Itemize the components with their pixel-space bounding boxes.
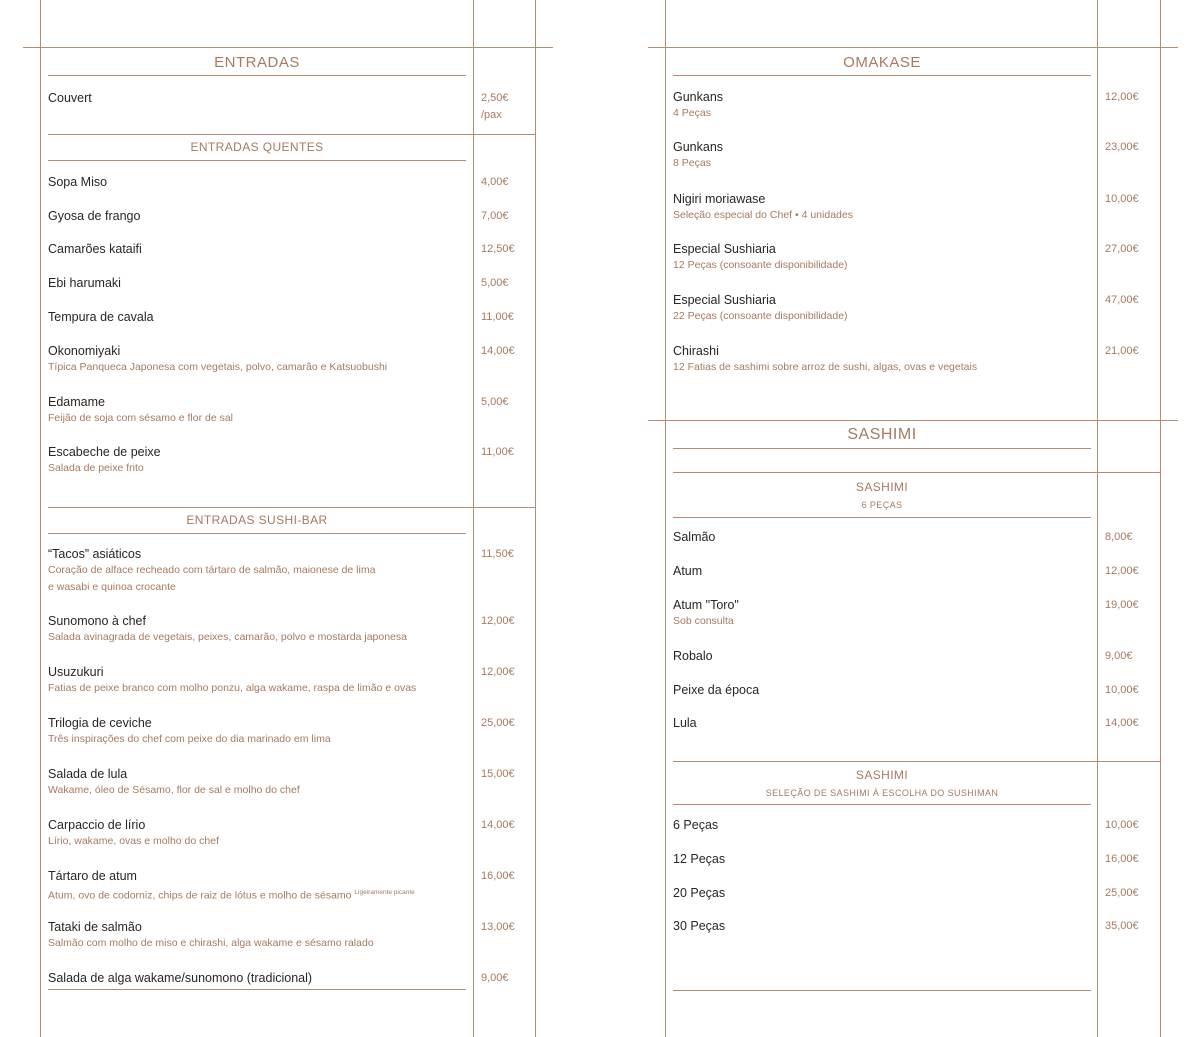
menu-item	[673, 139, 723, 172]
item-price: 9,00€	[1105, 650, 1133, 662]
sashimi-group1-title: SASHIMI	[855, 480, 909, 494]
item-description: Coração de alface recheado com tártaro de salmão, maionese de lima	[48, 564, 376, 576]
item-description: Feijão de soja com sésamo e flor de sal	[48, 412, 234, 424]
item-name: 20 Peças	[673, 886, 726, 900]
item-name: Atum "Toro"	[673, 598, 739, 612]
menu-item	[48, 715, 331, 748]
item-price: 11,00€	[481, 446, 514, 458]
subsection-title-quentes: ENTRADAS QUENTES	[190, 140, 324, 154]
sashimi-group2-underline	[673, 804, 1091, 805]
left-price-rule	[473, 0, 474, 1037]
item-name: 12 Peças	[673, 852, 726, 866]
item-name: Usuzukuri	[48, 665, 104, 679]
item-price: 5,00€	[481, 277, 509, 289]
menu-item	[48, 613, 407, 646]
menu-item	[48, 546, 375, 596]
item-price: 23,00€	[1105, 141, 1139, 153]
menu-item	[48, 174, 107, 190]
menu-item	[673, 343, 977, 376]
item-description: Sob consulta	[673, 615, 734, 627]
item-price: 19,00€	[1105, 599, 1139, 611]
item-price: 4,00€	[481, 176, 509, 188]
menu-item	[673, 563, 702, 579]
menu-item	[48, 394, 233, 427]
sushibar-underline	[48, 533, 466, 534]
right-edge-rule	[1160, 0, 1161, 1037]
item-name: Gunkans	[673, 90, 724, 104]
item-price: 8,00€	[1105, 531, 1133, 543]
item-name: Gunkans	[673, 140, 724, 154]
sashimi-group1-underline	[673, 517, 1091, 518]
sashimi-group1-subtitle: 6 PEÇAS	[861, 500, 903, 510]
item-description: Atum, ovo de codorniz, chips de raiz de lótus e molho de sésamo $^{Ligeiramente picante}$	[48, 889, 415, 902]
item-description: 12 Peças (consoante disponibilidade)	[673, 259, 848, 271]
item-note: Ligeiramente picante	[354, 889, 415, 896]
left-top-rule	[23, 47, 553, 48]
right-top-rule	[648, 47, 1178, 48]
item-description-line2: e wasabi e quinoa crocante	[48, 581, 176, 593]
menu-item	[48, 664, 416, 697]
menu-item-couvert	[48, 90, 92, 106]
section-title-entradas: ENTRADAS	[214, 54, 300, 71]
menu-item	[673, 851, 725, 867]
item-price: 10,00€	[1105, 819, 1139, 831]
sashimi-group2-top-rule	[673, 761, 1160, 762]
item-price: 5,00€	[481, 396, 509, 408]
menu-item	[48, 275, 121, 291]
item-name: Couvert	[48, 91, 92, 105]
item-name: Tártaro de atum	[48, 869, 137, 883]
item-price: 9,00€	[481, 972, 509, 984]
item-description: Salada de peixe frito	[48, 462, 144, 474]
right-price-rule	[1097, 0, 1098, 1037]
item-name: 30 Peças	[673, 919, 726, 933]
item-name: Especial Sushiaria	[673, 293, 776, 307]
menu-item	[673, 191, 853, 224]
section-title-omakase: OMAKASE	[843, 54, 921, 71]
item-name: Sopa Miso	[48, 175, 108, 189]
sashimi-group2-title: SASHIMI	[855, 768, 909, 782]
price-couvert: 2,50€ /pax	[481, 92, 509, 121]
item-description: Fatias de peixe branco com molho ponzu, alga wakame, raspa de limão e ovas	[48, 682, 417, 694]
menu-item	[48, 444, 161, 477]
left-margin-rule	[40, 0, 41, 1037]
item-name: Lula	[673, 716, 697, 730]
item-name: Camarões kataifi	[48, 242, 142, 256]
item-price: 14,00€	[481, 345, 515, 357]
menu-item	[48, 766, 300, 799]
item-price: 16,00€	[481, 870, 515, 882]
menu-item	[673, 885, 725, 901]
item-price: 7,00€	[481, 210, 509, 222]
item-price: 10,00€	[1105, 684, 1139, 696]
item-name: Sunomono à chef	[48, 614, 146, 628]
item-price: 25,00€	[1105, 887, 1139, 899]
item-price: 12,00€	[1105, 565, 1139, 577]
menu-item	[48, 309, 154, 325]
item-price: 13,00€	[481, 921, 515, 933]
item-price: 14,00€	[1105, 717, 1139, 729]
item-name: Edamame	[48, 395, 105, 409]
sashimi-group1-top-rule	[673, 472, 1160, 473]
item-price: 10,00€	[1105, 193, 1139, 205]
item-name: Chirashi	[673, 344, 719, 358]
menu-item	[48, 241, 142, 257]
item-name: 6 Peças	[673, 818, 719, 832]
item-name: Trilogia de ceviche	[48, 716, 152, 730]
menu-item	[48, 208, 140, 224]
item-price: 47,00€	[1105, 294, 1139, 306]
item-price: 11,00€	[481, 311, 514, 323]
menu-item	[673, 715, 697, 731]
menu-item	[48, 970, 312, 986]
left-edge-rule	[535, 0, 536, 1037]
item-price: 25,00€	[481, 717, 515, 729]
menu-item	[673, 529, 715, 545]
item-price: 14,00€	[481, 819, 515, 831]
item-name: Escabeche de peixe	[48, 445, 161, 459]
subsection-title-sushibar: ENTRADAS SUSHI-BAR	[186, 513, 328, 527]
menu-item	[673, 817, 718, 833]
item-description: Salmão com molho de miso e chirashi, alga wakame e sésamo ralado	[48, 937, 374, 949]
omakase-title-underline	[673, 75, 1091, 76]
item-name: Salmão	[673, 530, 716, 544]
item-name: Gyosa de frango	[48, 209, 141, 223]
item-name: Especial Sushiaria	[673, 242, 776, 256]
sashimi-section-rule	[648, 420, 1178, 421]
item-price: 12,50€	[481, 243, 515, 255]
menu-item	[673, 682, 759, 698]
item-name: Carpaccio de lírio	[48, 818, 146, 832]
item-description: Lírio, wakame, ovas e molho do chef	[48, 835, 220, 847]
item-description: 22 Peças (consoante disponibilidade)	[673, 310, 848, 322]
menu-item	[48, 817, 219, 850]
menu-item	[673, 241, 848, 274]
item-price: 35,00€	[1105, 920, 1139, 932]
menu-item	[48, 343, 387, 376]
item-name: Peixe da época	[673, 683, 760, 697]
right-bottom-rule	[673, 990, 1091, 991]
quentes-underline	[48, 160, 466, 161]
menu-item	[673, 597, 739, 630]
item-name: Salada de alga wakame/sunomono (tradicional)	[48, 971, 313, 985]
entradas-title-underline	[48, 75, 466, 76]
item-description: 8 Peças	[673, 157, 711, 169]
menu-item	[673, 292, 848, 325]
menu-item	[48, 919, 374, 952]
menu-item	[673, 918, 725, 934]
sashimi-group2-subtitle: SELEÇÃO DE SASHIMI À ESCOLHA DO SUSHIMAN	[765, 788, 999, 798]
quentes-top-rule	[48, 134, 535, 135]
item-name: Okonomiyaki	[48, 344, 121, 358]
item-name: Atum	[673, 564, 703, 578]
item-price: 15,00€	[481, 768, 515, 780]
item-name: Robalo	[673, 649, 713, 663]
item-name: Tataki de salmão	[48, 920, 142, 934]
item-price: 11,50€	[481, 548, 514, 560]
item-description: Típica Panqueca Japonesa com vegetais, polvo, camarão e Katsuobushi	[48, 361, 388, 373]
item-price: 12,00€	[481, 615, 515, 627]
item-description: Seleção especial do Chef • 4 unidades	[673, 209, 853, 221]
left-bottom-rule	[48, 989, 466, 990]
sushibar-top-rule	[48, 507, 535, 508]
item-description: 4 Peças	[673, 107, 711, 119]
sashimi-title-underline	[673, 448, 1091, 449]
section-title-sashimi: SASHIMI	[847, 426, 917, 443]
item-price: 27,00€	[1105, 243, 1139, 255]
menu-item	[48, 868, 415, 905]
item-name: Ebi harumaki	[48, 276, 121, 290]
item-price: 21,00€	[1105, 345, 1139, 357]
item-price: 16,00€	[1105, 853, 1139, 865]
item-name: Tempura de cavala	[48, 310, 154, 324]
menu-item	[673, 89, 723, 122]
item-name: Nigiri moriawase	[673, 192, 766, 206]
item-name: “Tacos” asiáticos	[48, 547, 142, 561]
item-description: Wakame, óleo de Sésamo, flor de sal e molho do chef	[48, 784, 300, 796]
menu-item	[673, 648, 713, 664]
item-description: Salada avinagrada de vegetais, peixes, camarão, polvo e mostarda japonesa	[48, 631, 407, 643]
item-price: 12,00€	[481, 666, 515, 678]
item-description: 12 Fatias de sashimi sobre arroz de sushi, algas, ovas e vegetais	[673, 361, 978, 373]
item-name: Salada de lula	[48, 767, 128, 781]
item-description: Três inspirações do chef com peixe do dia marinado em lima	[48, 733, 331, 745]
right-margin-rule	[665, 0, 666, 1037]
item-price: 12,00€	[1105, 91, 1139, 103]
